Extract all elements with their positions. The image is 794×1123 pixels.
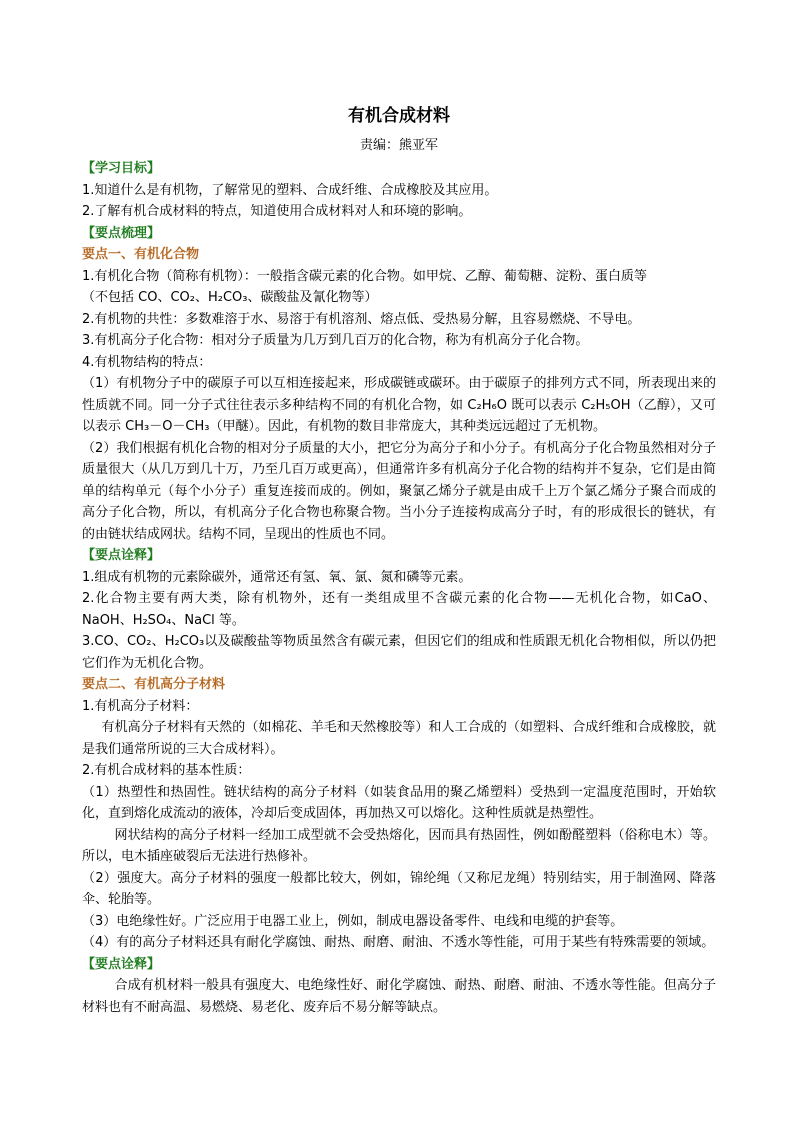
point2-paragraph-6: （4）有的高分子材料还具有耐化学腐蚀、耐热、耐磨、耐油、不透水等性能，可用于某些有特殊需要的领域。: [82, 935, 715, 950]
point1-line4: 4.有机物结构的特点：: [82, 354, 212, 370]
point2-line1: 1.有机高分子材料：: [82, 698, 199, 714]
explain1-heading: 【要点诠释】: [82, 548, 161, 563]
point2-paragraph-1: 有机高分子材料有天然的（如棉花、羊毛和天然橡胶等）和人工合成的（如塑料、合成纤维和合成橡胶，就是我们通常所说的三大合成材料）。: [82, 720, 716, 757]
summary-heading: 【要点梳理】: [82, 225, 161, 241]
explain2-heading: 【要点诠释】: [82, 956, 161, 972]
learning-goals-heading: 【学习目标】: [82, 161, 161, 176]
point2-paragraph-3: 网状结构的高分子材料一经加工成型就不会受热熔化，因而具有热固性，例如酚醛塑料（俗称电木）等。所以，电木插座破裂后无法进行热修补。: [82, 827, 716, 864]
page-title: 有机合成材料: [348, 106, 450, 126]
point1-line3: 3.有机高分子化合物：相对分子质量为几万到几百万的化合物，称为有机高分子化合物。: [82, 333, 589, 348]
point2-paragraph-2: （1）热塑性和热固性。链状结构的高分子材料（如装食品用的聚乙烯塑料）受热到一定温度范围时，开始软化，直到熔化成流动的液体，冷却后变成固体，再加热又可以熔化。这种性质就是热塑性。: [82, 784, 716, 821]
learning-goal-item: 2.了解有机合成材料的特点，知道使用合成材料对人和环境的影响。: [82, 204, 472, 219]
editor-line: 责编：熊亚军: [359, 138, 438, 153]
document-body: [82, 158, 716, 1018]
explain1-line2: 2.化合物主要有两大类，除有机物外，还有一类组成里不含碳元素的化合物——无机化合物，如CaO、NaOH、H₂SO₄、NaCl 等。: [82, 591, 716, 628]
point1-paragraph-2: （2）我们根据有机化合物的相对分子质量的大小，把它分为高分子和小分子。有机高分子化合物虽然相对分子质量很大（从几万到几十万，乃至几百万或更高），但通常许多有机高分子化合物的结构并不复杂，它们是由简单的结构单元（每个小分子）重复连接而成的。例如，聚氯乙烯分子就是由成千上万个氯乙烯分子聚合而成的高分子化合物，所以，有机高分子化合物也称聚合物。当小分子连接构成高分子时，有的形成很长的链状，有的由链状结成网状。结构不同，呈现出的性质也不同。: [82, 440, 716, 542]
explain1-line1: 1.组成有机物的元素除碳外，通常还有氢、氧、氯、氮和磷等元素。: [82, 569, 472, 585]
point2-heading: 要点二、有机高分子材料: [82, 677, 226, 692]
point1-line2: 2.有机物的共性：多数难溶于水、易溶于有机溶剂、熔点低、受热易分解，且容易燃烧、不导电。: [82, 311, 641, 327]
point2-paragraph-5: （3）电绝缘性好。广泛应用于电器工业上，例如，制成电器设备零件、电线和电缆的护套等。: [82, 913, 624, 929]
explain1-line3: 3.CO、CO₂、H₂CO₃以及碳酸盐等物质虽然含有碳元素，但因它们的组成和性质跟无机化合物相似，所以仍把它们作为无机化合物。: [82, 634, 716, 671]
point1-paragraph-1: （1）有机物分子中的碳原子可以互相连接起来，形成碳链或碳环。由于碳原子的排列方式不同，所表现出来的性质就不同。同一分子式往往表示多种结构不同的有机化合物，如 C₂H₆O 既可以表示 C₂H₅OH（乙醇），又可以表示 CH₃－O－CH₃（甲醚）。因此，有机物的数目非常庞大，其种类远远超过了无机物。: [82, 376, 716, 434]
learning-goal-item: 1.知道什么是有机物，了解常见的塑料、合成纤维、合成橡胶及其应用。: [82, 182, 498, 198]
point1-heading: 要点一、有机化合物: [82, 247, 200, 262]
point1-line1b: （不包括 CO、CO₂、H₂CO₃、碳酸盐及氰化物等）: [82, 290, 378, 305]
explain2-paragraph: 合成有机材料一般具有强度大、电绝缘性好、耐化学腐蚀、耐热、耐磨、耐油、不透水等性能。但高分子材料也有不耐高温、易燃烧、易老化、废弃后不易分解等缺点。: [82, 978, 716, 1015]
point2-line2: 2.有机合成材料的基本性质：: [82, 763, 251, 778]
point1-line1a: 1.有机化合物（简称有机物）：一般指含碳元素的化合物。如甲烷、乙醇、葡萄糖、淀粉、蛋白质等: [82, 268, 647, 284]
point2-paragraph-4: （2）强度大。高分子材料的强度一般都比较大，例如，锦纶绳（又称尼龙绳）特别结实，用于制渔网、降落伞、轮胎等。: [82, 870, 716, 907]
